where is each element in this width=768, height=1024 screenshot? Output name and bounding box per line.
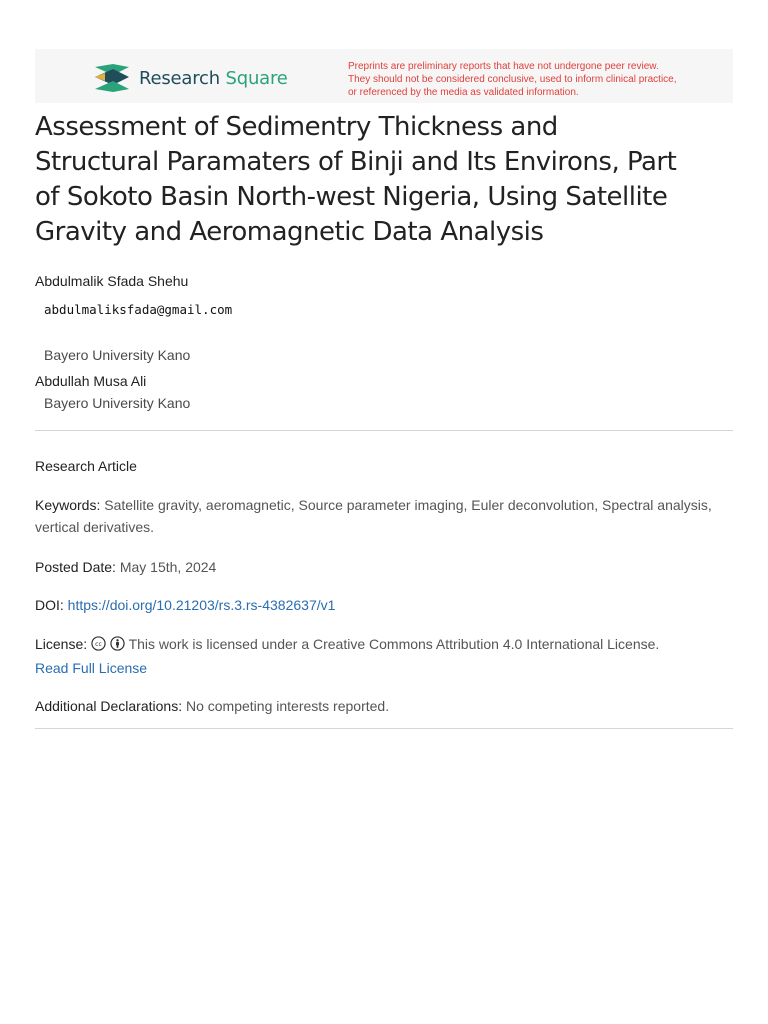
author-affiliation: Bayero University Kano (44, 395, 191, 411)
author-name: Abdulmalik Sfada Shehu (35, 273, 189, 289)
title-line: Assessment of Sedimentry Thickness and (35, 112, 558, 142)
author-email[interactable]: abdulmaliksfada@gmail.com (44, 302, 233, 317)
disclaimer-line: or referenced by the media as validated information. (348, 87, 579, 98)
disclaimer-line: Preprints are preliminary reports that have not undergone peer review. (348, 61, 659, 72)
cc-icon (91, 635, 106, 657)
license-value: This work is licensed under a Creative Commons Attribution 4.0 International License. (128, 636, 660, 652)
title-line: of Sokoto Basin North-west Nigeria, Using Satellite (35, 182, 668, 212)
logo-word-square: Square (225, 67, 288, 89)
posted-date-value: May 15th, 2024 (119, 559, 217, 575)
doi (35, 594, 725, 616)
title-line: Gravity and Aeromagnetic Data Analysis (35, 217, 544, 247)
divider (35, 430, 733, 431)
research-square-logo[interactable] (93, 63, 288, 93)
doi-link[interactable]: https://doi.org/10.21203/rs.3.rs-4382637/v1 (67, 597, 336, 613)
author-name: Abdullah Musa Ali (35, 373, 147, 389)
logo-word-research: Research (139, 67, 220, 89)
keywords (35, 494, 725, 538)
article-type: Research Article (35, 458, 137, 474)
title-line: Structural Paramaters of Binji and Its Environs, Part (35, 147, 677, 177)
read-full-license-link[interactable]: Read Full License (35, 660, 148, 676)
license-label: License: (35, 636, 88, 652)
posted-date (35, 556, 725, 578)
license (35, 633, 725, 679)
keywords-label: Keywords: (35, 497, 101, 513)
research-square-logo-icon (93, 63, 131, 93)
divider (35, 728, 733, 729)
preprint-disclaimer (348, 60, 728, 99)
logo-wordmark (139, 68, 288, 89)
by-attribution-icon (110, 635, 125, 657)
author-affiliation: Bayero University Kano (44, 347, 191, 363)
declarations-value: No competing interests reported. (185, 698, 390, 714)
posted-date-label: Posted Date: (35, 559, 116, 575)
keywords-value: Satellite gravity, aeromagnetic, Source parameter imaging, Euler deconvolution, Spectral analysis, vertical derivatives. (35, 497, 712, 535)
paper-title (35, 110, 735, 250)
preprint-banner (35, 49, 733, 103)
disclaimer-line: They should not be considered conclusive, used to inform clinical practice, (348, 74, 677, 85)
doi-label: DOI: (35, 597, 64, 613)
additional-declarations (35, 695, 725, 717)
svg-text:cc: cc (95, 641, 102, 649)
declarations-label: Additional Declarations: (35, 698, 183, 714)
